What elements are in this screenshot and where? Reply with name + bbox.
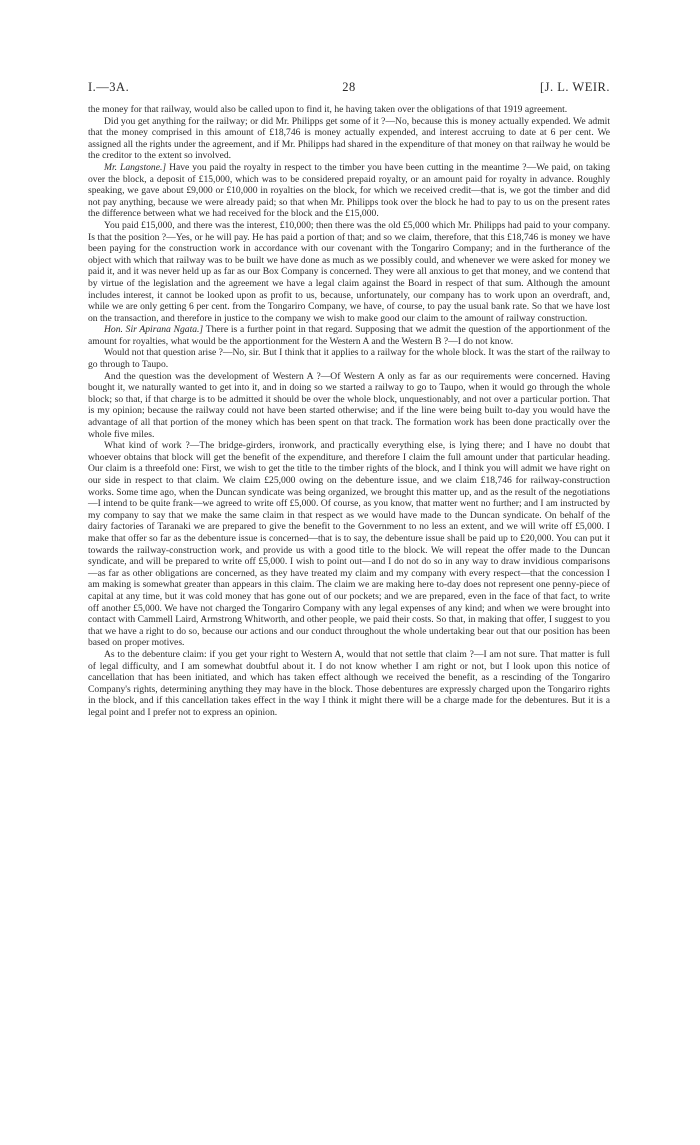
paragraph (88, 649, 610, 719)
paragraph (88, 220, 610, 324)
page-number: 28 (342, 80, 356, 94)
paragraph-text: Have you paid the royalty in respect to the timber you have been cutting in the meantime ?—We paid, on taking over the block, a deposit of £15,000, which was to be considered prepaid royalty, or an amount paid for royalty in advance. Roughly speaking, we gave about £9,000 or £10,000 in royalties on the block, for which we received credit—that is, we got the timber and did not pay anything, because we were already paid; so that when Mr. Philipps took over the block he had to pay to us on the present rates the difference between what we had received for the block and the £15,000. (88, 161, 610, 220)
speaker-label: Mr. Langstone.] (104, 161, 167, 173)
paragraph (88, 347, 610, 370)
body-text (88, 104, 610, 718)
paragraph (88, 104, 610, 116)
paragraph-text: And the question was the development of Western A ?—Of Western A only as far as our requirements were concerned. Having bought it, we naturally wanted to get into it, and in doing so we started a railway to go to Taupo, when it would go through the whole block; so that, if that charge is to be admitted it should be over the whole block, unquestionably, and not over a particular portion. That is my opinion; because the railway could not have been started otherwise; and if the line were being built to-day you would have the advantage of all that portion of the money which has been spent on that track. The formation work has been done practically over the whole five miles. (88, 370, 610, 440)
witness-name: [J. L. WEIR. (540, 80, 610, 94)
page-header (88, 80, 610, 96)
paragraph (88, 162, 610, 220)
paragraph (88, 324, 610, 347)
paragraph-text: You paid £15,000, and there was the interest, £10,000; then there was the old £5,000 which Mr. Philipps had paid to your company. Is that the position ?—Yes, or he will pay. He has paid a portion of that; and so we claim, therefore, that this £18,746 is money we have been paying for the construction work in accordance with our covenant with the Tongariro Company; and in the furtherance of the object with which that railway was to be built we have done as much as we possibly could, and whenever we were asked for money we paid it, and it was never held up as far as our Box Company is concerned. They were all anxious to get that money, and we contend that by virtue of the legislation and the agreement we have a legal claim against the Board in respect of that sum. Although the amount includes interest, it cannot be looked upon as profit to us, because, unfortunately, our company has to work upon an overdraft, and, while we are only getting 6 per cent. from the Tongariro Company, we have, of course, to pay the usual bank rate. So that we have lost on the transaction, and therefore in justice to the company we wish to make good our claim to the amount of railway construction. (88, 219, 610, 324)
paragraph-text: Would not that question arise ?—No, sir. But I think that it applies to a railway for the whole block. It was the start of the railway to go through to Taupo. (88, 347, 610, 371)
paragraph (88, 371, 610, 441)
paragraph-text: Did you get anything for the railway; or did Mr. Philipps get some of it ?—No, because this is money actually expended. We admit that the money comprised in this amount of £18,746 is money actually expended, and interest accruing to date at 6 per cent. We assigned all the rights under the agreement, and if Mr. Philipps had shared in the expenditure of that money on that railway he would be the creditor to the extent so involved. (88, 115, 610, 162)
paragraph-text: What kind of work ?—The bridge-girders, ironwork, and practically everything else, is lying there; and I have no doubt that whoever obtains that block will get the benefit of the expenditure, and therefore I claim the full amount under that particular heading. Our claim is a threefold one: First, we wish to get the title to the timber rights of the block, and I think you will admit we have right on our side in respect to that claim. We claim £25,000 owing on the debenture issue, and we claim £18,746 for railway-construction works. Some time ago, when the Duncan syndicate was being organized, we brought this matter up, and as the result of the negotiations—I intend to be quite frank—we agreed to write off £5,000. Of course, as you know, that matter went no further; and I am instructed by my company to say that we make the same claim in that respect as we would have made to the Duncan syndicate. On behalf of the dairy factories of Taranaki we are prepared to give the benefit to the Government to no less an extent, and we will write off £5,000. I make that offer so far as the debenture issue is concerned—that is to say, the debenture issue shall be paid up to £20,000. You can put it towards the railway-construction work, and provide us with a good title to the block. We will repeat the offer made to the Duncan syndicate, and will be prepared to write off £5,000. I wish to point out—and I do not do so in any way to draw invidious comparisons—as far as other obligations are concerned, as they have treated my claim and my company with every respect—that the concession I am making is somewhat greater than appears in this claim. The claim we are making here to-day does not represent one penny-piece of capital at any time, but it was cold money that has gone out of our pockets; and we are prepared, even in the face of that fact, to write off another £5,000. We have not charged the Tongariro Company with any legal expenses of any kind; and when we were brought into contact with Cammell Laird, Armstrong Whitworth, and other people, we paid their costs. So that, in making that offer, I suggest to you that we have a right to do so, because our actions and our conduct throughout the whole undertaking bear out that our position has been based on proper motives. (88, 440, 610, 649)
paragraph-text: There is a further point in that regard. Supposing that we admit the question of the apportionment of the amount for royalties, what would be the apportionment for the Western A and the Western B ?—I do not know. (88, 324, 610, 347)
paragraph-text: As to the debenture claim: if you get your right to Western A, would that not settle that claim ?—I am not sure. That matter is full of legal difficulty, and I am somewhat doubtful about it. I do not know whether I am right or not, but I look upon this notice of cancellation that has been initiated, and which has taken effect although we received the benefit, as a rescinding of the Tongariro Company's rights, determining anything they may have in the block. Those debentures are expressly charged upon the Tongariro rights in the block, and if this cancellation takes effect in the way I think it might there will be a charge made for the debentures. But it is a legal point and I prefer not to express an opinion. (88, 648, 610, 718)
paragraph (88, 116, 610, 162)
paragraph-text: the money for that railway, would also be called upon to find it, he having taken over the obligations of that 1919 agreement. (88, 104, 568, 115)
speaker-label: Hon. Sir Apirana Ngata.] (104, 324, 204, 336)
document-reference: I.—3A. (88, 80, 130, 94)
paragraph (88, 440, 610, 649)
